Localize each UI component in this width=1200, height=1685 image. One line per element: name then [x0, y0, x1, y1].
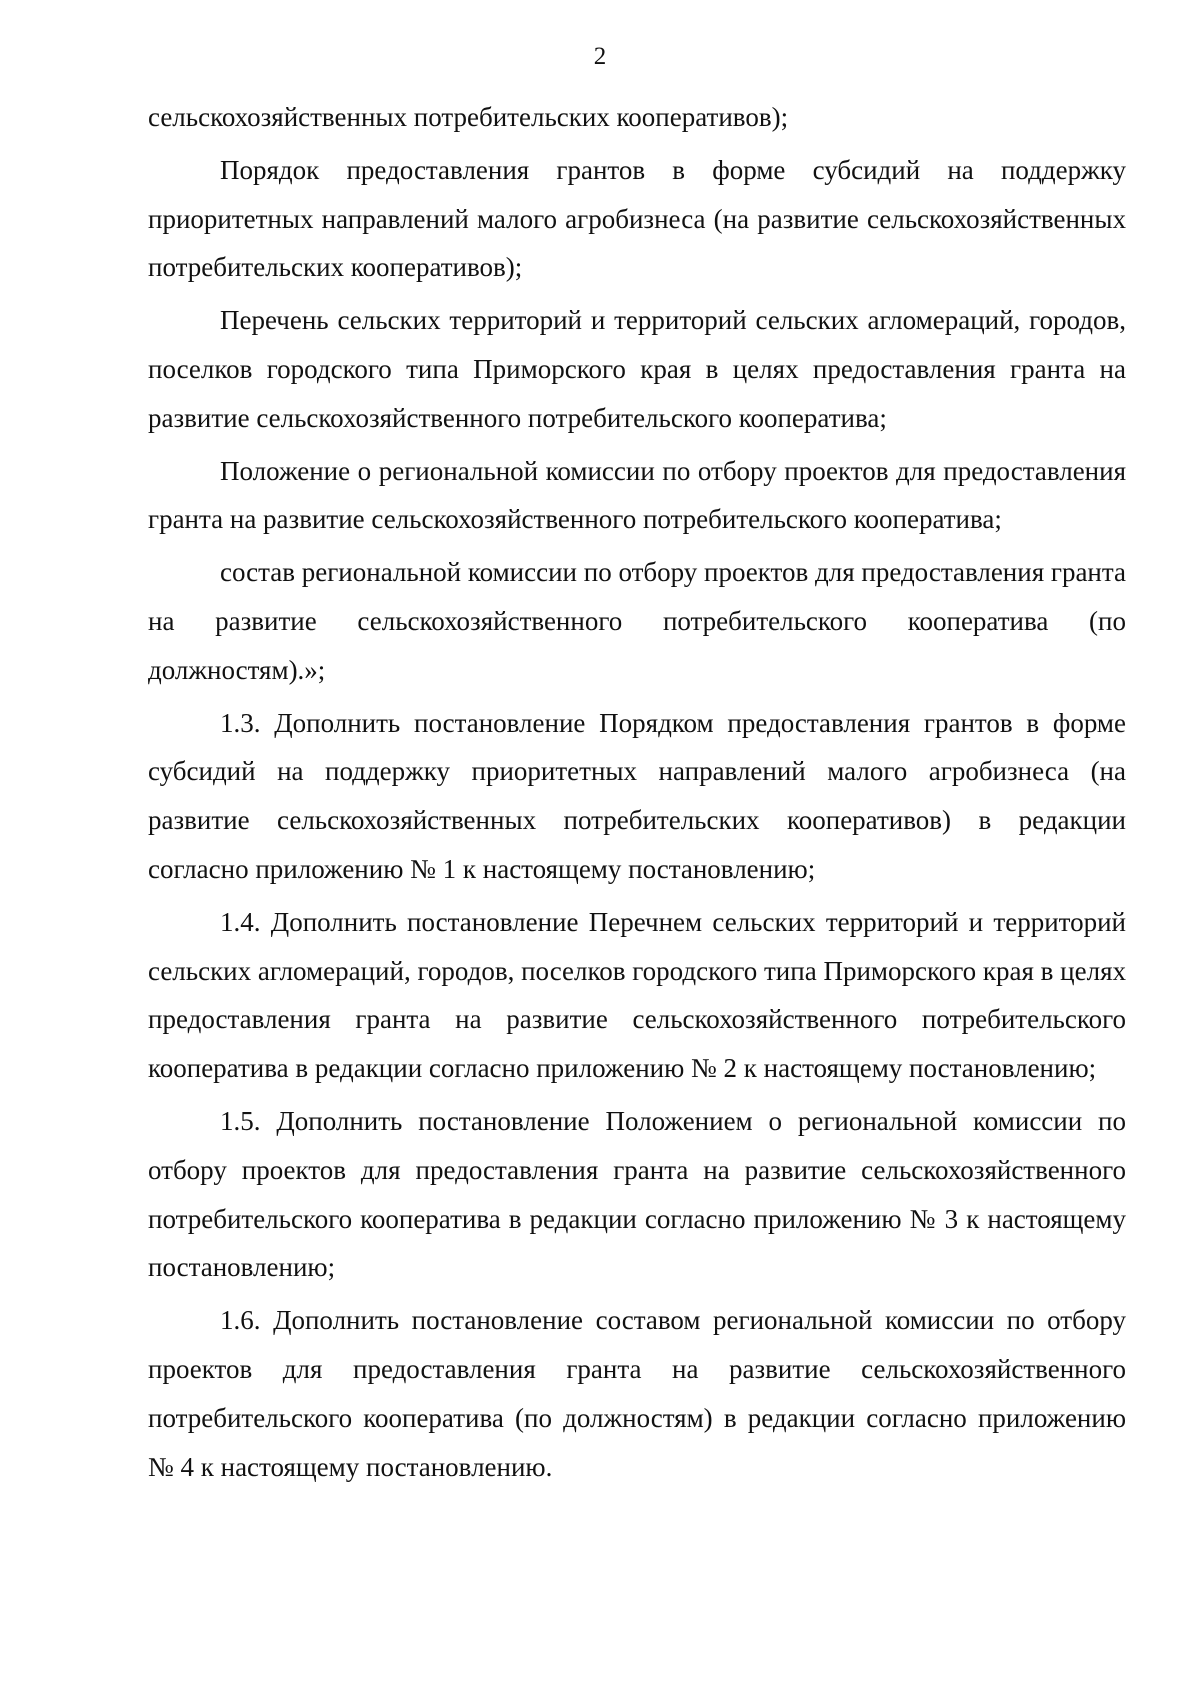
paragraph-list-item-territories: Перечень сельских территорий и территорий сельских агломераций, городов, поселков городского типа Приморского края в целях предоставления гранта на развитие сельскохозяйственного потребительского кооператива;: [148, 305, 1126, 433]
paragraph-clause-1-4: 1.4. Дополнить постановление Перечнем сельских территорий и территорий сельских агломераций, городов, поселков городского типа Приморского края в целях предоставления гранта на развитие сельскохозяйственного потребительского кооператива в редакции согласно приложению № 2 к настоящему постановлению;: [148, 906, 1126, 1084]
paragraph-clause-1-3: 1.3. Дополнить постановление Порядком предоставления грантов в форме субсидий на поддержку приоритетных направлений малого агробизнеса (на развитие сельскохозяйственных потребительских кооперативов) в редакции согласно приложению № 1 к настоящему постановлению;: [148, 707, 1126, 884]
document-body: [148, 93, 1126, 1495]
paragraph-clause-1-5: 1.5. Дополнить постановление Положением о региональной комиссии по отбору проектов для предоставления гранта на развитие сельскохозяйственного потребительского кооператива в редакции согласно приложению № 3 к настоящему постановлению;: [148, 1105, 1126, 1283]
paragraph-list-item-commission: состав региональной комиссии по отбору проектов для предоставления гранта на развитие сельскохозяйственного потребительского кооператива (по должностям).»;: [148, 557, 1126, 685]
paragraph-list-item-regulation: Положение о региональной комиссии по отбору проектов для предоставления гранта на развитие сельскохозяйственного потребительского кооператива;: [148, 455, 1126, 535]
page-number: 2: [593, 43, 607, 70]
paragraph-clause-1-6: 1.6. Дополнить постановление составом региональной комиссии по отбору проектов для предоставления гранта на развитие сельскохозяйственного потребительского кооператива (по должностям) в редакции согласно приложению № 4 к настоящему постановлению.: [148, 1305, 1126, 1482]
paragraph-continuation: сельскохозяйственных потребительских кооперативов);: [148, 102, 789, 132]
paragraph-list-item-order: Порядок предоставления грантов в форме субсидий на поддержку приоритетных направлений малого агробизнеса (на развитие сельскохозяйственных потребительских кооперативов);: [148, 154, 1126, 283]
